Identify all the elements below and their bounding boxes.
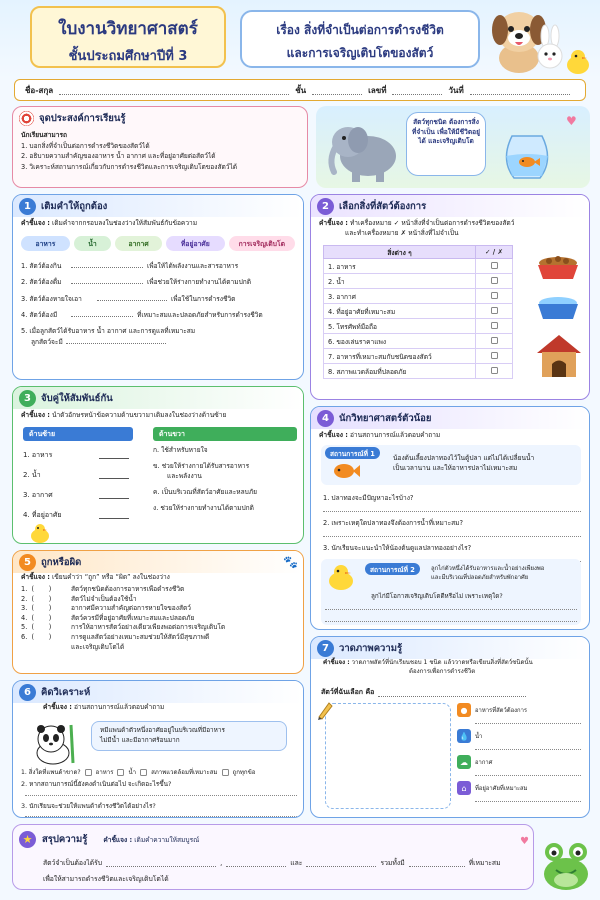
need-item xyxy=(457,729,583,755)
true-false-statement: อากาศมีความสำคัญต่อการหายใจของสัตว์ xyxy=(71,604,191,613)
fill-item-pre: 4. สัตว์ต้องมี xyxy=(21,311,58,320)
section-5-instruction xyxy=(13,573,303,583)
answer-line[interactable] xyxy=(325,613,577,622)
need-label: น้ำ xyxy=(475,734,483,740)
scenario-2-text xyxy=(431,565,544,583)
goldfish-icon xyxy=(331,461,361,481)
table-cell-item: 3. อากาศ xyxy=(324,289,476,304)
true-false-statement: การให้อาหารสัตว์อย่างเดียวเพียงพอต่อการเจริญเติบโต xyxy=(71,623,226,632)
section-title: คิดวิเคราะห์ xyxy=(41,686,91,698)
table-col-check: ✓ / ✗ xyxy=(476,246,513,259)
match-left-item xyxy=(23,445,143,465)
instr-label: คำชี้แจง : xyxy=(21,219,50,227)
drawing-area[interactable] xyxy=(325,703,451,809)
true-false-blank[interactable]: 5. ( ) xyxy=(21,623,52,632)
summary-text: สัตว์จำเป็นต้องได้รับ xyxy=(43,859,103,867)
need-label: ที่อยู่อาศัยที่เหมาะสม xyxy=(475,786,528,792)
answer-line[interactable] xyxy=(25,787,297,796)
scenario-line: เป็นเวลานาน และให้อาหารปลาไม่เหมาะสม xyxy=(393,464,518,473)
table-row xyxy=(324,304,513,319)
true-false-item xyxy=(13,604,303,614)
word-pill: น้ำ xyxy=(74,236,111,251)
answer-line[interactable] xyxy=(323,528,581,537)
answer-checkbox[interactable] xyxy=(491,367,498,374)
section-1-header xyxy=(13,195,303,217)
instr-label: คำชี้แจง : xyxy=(323,659,350,666)
chick-icon xyxy=(564,48,592,76)
summary-instruction xyxy=(103,834,199,845)
section-number: 2 xyxy=(317,198,334,215)
section-title: นักวิทยาศาสตร์ตัวน้อย xyxy=(339,412,432,424)
bubble-line: หมีแพนด้าตัวหนึ่งอาศัยอยู่ในบริเวณที่มีอาหาร xyxy=(100,726,225,734)
grade-label: ชั้นประถมศึกษาปีที่ 3 xyxy=(68,49,188,64)
star-icon: ★ xyxy=(19,831,36,848)
answer-checkbox[interactable] xyxy=(491,292,498,299)
summary-blank[interactable] xyxy=(409,859,465,867)
fill-item-pre: 1. สัตว์ต้องกิน xyxy=(21,261,62,270)
class-field[interactable] xyxy=(312,86,362,95)
objectives-card xyxy=(12,106,308,188)
word-bank xyxy=(21,236,295,251)
summary-blank[interactable] xyxy=(306,859,376,867)
section-title: จับคู่ให้สัมพันธ์กัน xyxy=(41,392,113,404)
name-field[interactable] xyxy=(59,86,289,95)
objective-item: 3. วิเคราะห์สถานการณ์เกี่ยวกับการดำรงชีวิตและการเจริญเติบโตของสัตว์ได้ xyxy=(21,162,238,171)
instr-label: คำชี้แจง : xyxy=(319,431,348,439)
chick-icon xyxy=(325,563,357,591)
number-label: เลขที่ xyxy=(368,85,387,95)
table-cell-item: 2. น้ำ xyxy=(324,274,476,289)
need-label: อาหารที่สัตว์ต้องการ xyxy=(475,708,528,714)
scenario-1-label: สถานการณ์ที่ 1 xyxy=(325,447,380,459)
needs-table xyxy=(323,245,513,379)
elephant-icon xyxy=(324,112,404,184)
instr-text: นำตัวอักษรหน้าข้อความด้านขวามาเติมลงในช่องว่างด้านซ้าย xyxy=(49,411,227,419)
true-false-item xyxy=(13,623,303,633)
answer-blank[interactable] xyxy=(66,337,166,344)
left-column-head: ด้านซ้าย xyxy=(23,427,133,441)
instr-label: คำชี้แจง : xyxy=(319,219,348,227)
objectives-intro: นักเรียนสามารถ xyxy=(21,131,67,139)
section-number: 7 xyxy=(317,640,334,657)
scenario-2-label: สถานการณ์ที่ 2 xyxy=(365,563,420,575)
chosen-animal-row xyxy=(321,687,526,698)
table-cell-check xyxy=(476,289,513,304)
section-title: เติมคำให้ถูกต้อง xyxy=(41,200,108,212)
section-3-card xyxy=(12,386,304,544)
student-info-bar xyxy=(14,79,586,101)
word-pill: ที่อยู่อาศัย xyxy=(166,236,225,251)
left-column xyxy=(23,445,143,525)
true-false-item xyxy=(13,613,303,623)
scenario-1-text xyxy=(393,453,534,473)
scenario-1-questions xyxy=(323,489,581,562)
table-cell-check xyxy=(476,304,513,319)
class-label: ชั้น xyxy=(295,85,307,95)
panda-icon xyxy=(27,721,79,765)
objectives-header xyxy=(13,107,307,129)
true-false-blank[interactable]: 3. ( ) xyxy=(21,604,52,613)
summary-header xyxy=(19,831,199,848)
elephant-speech-bubble xyxy=(406,112,486,176)
chosen-animal-field[interactable] xyxy=(378,689,526,697)
water-bowl-icon xyxy=(535,293,581,323)
elephant-bubble-text: สัตว์ทุกชนิด ต้องการสิ่งที่จำเป็น เพื่อให้มีชีวิตอยู่ได้ และเจริญเติบโต xyxy=(412,118,480,146)
summary-comma: , xyxy=(220,858,223,867)
match-right-item: ก. ใช้สำหรับหายใจ xyxy=(153,446,208,454)
section-number: 6 xyxy=(19,684,36,701)
section-6-card xyxy=(12,680,304,818)
section-number: 4 xyxy=(317,410,334,427)
table-cell-check xyxy=(476,319,513,334)
fill-item: 5. เมื่อลูกสัตว์ได้รับอาหาร น้ำ อากาศ และการดูแลที่เหมาะสม xyxy=(21,326,196,335)
table-cell-check xyxy=(476,334,513,349)
answer-line[interactable] xyxy=(325,601,577,610)
true-false-statement: การดูแลสัตว์อย่างเหมาะสมช่วยให้สัตว์มีสุขภาพดี xyxy=(71,632,210,641)
section-3-instruction xyxy=(13,411,303,421)
instr-text: อ่านสถานการณ์แล้วตอบคำถาม xyxy=(347,431,441,439)
summary-text: ที่เหมาะสม xyxy=(468,859,501,867)
house-icon: ⌂ xyxy=(457,781,471,795)
title-box xyxy=(30,6,226,68)
match-right-item: ข. ช่วยให้ร่างกายได้รับสารอาหาร xyxy=(153,462,250,470)
section-4-header xyxy=(311,407,589,429)
section-title: ถูกหรือผิด xyxy=(41,556,82,568)
section-number: 5 xyxy=(19,554,36,571)
instr-label: คำชี้แจง : xyxy=(21,573,50,581)
fill-item-post: เพื่อใช้ในการดำรงชีวิต xyxy=(171,294,236,303)
section-title: วาดภาพความรู้ xyxy=(339,642,403,654)
summary-text: รวมทั้งมี xyxy=(380,859,405,867)
table-cell-check xyxy=(476,259,513,274)
table-row xyxy=(324,349,513,364)
summary-blank[interactable] xyxy=(226,859,286,867)
true-false-list xyxy=(13,585,303,642)
section-1-instruction xyxy=(13,219,303,229)
match-blank[interactable] xyxy=(99,452,129,459)
summary-card xyxy=(12,824,534,890)
doghouse-icon xyxy=(533,331,585,381)
food-bowl-icon: ● xyxy=(457,703,471,717)
summary-text: และ xyxy=(290,859,303,867)
true-false-blank[interactable]: 4. ( ) xyxy=(21,613,52,622)
heart-icon: ♥ xyxy=(520,836,529,847)
table-row xyxy=(324,334,513,349)
table-cell-check xyxy=(476,274,513,289)
table-cell-check xyxy=(476,364,513,379)
match-right-item: ค. เป็นบริเวณที่สัตว์อาศัยและหลบภัย xyxy=(153,488,258,497)
objectives-title: จุดประสงค์การเรียนรู้ xyxy=(39,112,126,124)
answer-blank[interactable] xyxy=(71,310,133,317)
objective-item: 2. อธิบายความสำคัญของอาหาร น้ำ อากาศ และที่อยู่อาศัยต่อสัตว์ได้ xyxy=(21,152,216,161)
answer-checkbox[interactable] xyxy=(491,262,498,269)
pencil-icon xyxy=(315,699,333,721)
match-left-label: 1. อาหาร xyxy=(23,450,53,459)
answer-blank[interactable] xyxy=(71,261,143,268)
section-2-card xyxy=(310,194,590,400)
scenario-line: ลูกไก่ตัวหนึ่งได้รับอาหารและน้ำอย่างเพียงพอ xyxy=(431,566,545,572)
fill-item-pre: 2. สัตว์ต้องดื่ม xyxy=(21,278,62,287)
answer-checkbox[interactable] xyxy=(491,307,498,314)
fill-item-post: ที่เหมาะสมและปลอดภัยสำหรับการดำรงชีวิต xyxy=(137,311,263,320)
instr-label: คำชี้แจง : xyxy=(103,836,133,844)
section-6-instruction xyxy=(13,703,303,713)
section-3-header xyxy=(13,387,303,409)
right-column-head: ด้านขวา xyxy=(153,427,297,441)
table-header xyxy=(324,246,513,259)
date-label: วันที่ xyxy=(448,85,464,95)
section-4-card xyxy=(310,406,590,630)
section-title: เลือกสิ่งที่สัตว์ต้องการ xyxy=(339,200,427,212)
name-label: ชื่อ-สกุล xyxy=(25,85,54,95)
section-5-header xyxy=(13,551,303,573)
heart-icon: ♥ xyxy=(566,114,577,128)
fishbowl-icon xyxy=(502,126,552,182)
fill-item-post: เพื่อให้ได้พลังงานและสารอาหาร xyxy=(147,261,239,270)
answer-blank[interactable] xyxy=(71,277,143,284)
word-pill: การเจริญเติบโต xyxy=(229,236,295,251)
true-false-statement: สัตว์ไม่จำเป็นต้องใช้น้ำ xyxy=(71,594,137,603)
match-left-label: 2. น้ำ xyxy=(23,470,41,479)
question: 2. เพราะเหตุใดปลาทองจึงต้องการน้ำที่เหมาะสม? xyxy=(323,519,464,527)
true-false-blank[interactable]: 2. ( ) xyxy=(21,594,52,603)
true-false-blank[interactable]: 1. ( ) xyxy=(21,585,52,594)
fill-item xyxy=(13,257,303,272)
fill-item-pre: 3. สัตว์ต้องหายใจเอา xyxy=(21,294,82,303)
section-7-instruction-2: ต้องการเพื่อการดำรงชีวิต xyxy=(409,667,476,675)
answer-checkbox[interactable] xyxy=(491,277,498,284)
scenario-2-question: ลูกไก่มีโอกาสเจริญเติบโตดีหรือไม่ เพราะเหตุใด? xyxy=(371,593,503,600)
true-false-item xyxy=(13,632,303,642)
question: 1. สิ่งใดที่แพนด้าขาด? xyxy=(21,769,81,776)
instr-text: ทำเครื่องหมาย ✓ หน้าสิ่งที่จำเป็นต่อการดำรงชีวิตของสัตว์ xyxy=(347,219,515,227)
table-cell-item: 1. อาหาร xyxy=(324,259,476,274)
section-6-header xyxy=(13,681,303,703)
section-2-instruction xyxy=(311,219,589,229)
option-label: อาหาร xyxy=(95,769,114,776)
option-checkbox[interactable] xyxy=(117,769,124,776)
need-item xyxy=(457,781,583,807)
match-blank[interactable] xyxy=(99,492,129,499)
bubble-line: ไม่มีน้ำ และมีอากาศร้อนมาก xyxy=(100,735,180,744)
right-column xyxy=(153,445,301,513)
instr-text: เติมคำจากกรอบลงในช่องว่างให้สัมพันธ์กับข้อความ xyxy=(49,219,198,227)
frog-icon xyxy=(538,834,594,892)
instr-label: คำชี้แจง : xyxy=(43,703,72,711)
answer-line[interactable] xyxy=(323,503,581,512)
section-5-card xyxy=(12,550,304,674)
answer-line[interactable] xyxy=(475,796,581,802)
table-col-item: สิ่งต่าง ๆ xyxy=(324,246,476,259)
summary-title: สรุปความรู้ xyxy=(42,834,88,845)
match-right-item: และพลังงาน xyxy=(167,472,202,481)
question-1-row xyxy=(21,767,255,777)
answer-blank[interactable] xyxy=(97,294,167,301)
bunny-icon xyxy=(534,24,566,74)
option-label: ถูกทุกข้อ xyxy=(232,769,256,776)
topic-line2: และการเจริญเติบโตของสัตว์ xyxy=(286,46,434,60)
match-left-item xyxy=(23,485,143,505)
header-banner xyxy=(0,0,600,78)
summary-line-1 xyxy=(43,857,501,868)
answer-checkbox[interactable] xyxy=(491,352,498,359)
table-cell-check xyxy=(476,349,513,364)
section-number: 1 xyxy=(19,198,36,215)
table-row xyxy=(324,274,513,289)
panda-speech-bubble xyxy=(91,721,287,751)
need-item xyxy=(457,703,583,729)
match-left-label: 4. ที่อยู่อาศัย xyxy=(23,510,62,519)
instr-text: วาดภาพสัตว์ที่นักเรียนชอบ 1 ชนิด แล้ววาดหรือเขียนสิ่งที่สัตว์ชนิดนั้น xyxy=(349,659,533,666)
word-pill: อาหาร xyxy=(21,236,70,251)
number-field[interactable] xyxy=(392,86,442,95)
need-item xyxy=(457,755,583,781)
date-field[interactable] xyxy=(470,86,570,95)
scenario-line: น้องต้นเลี้ยงปลาทองไว้ในตู้ปลา แต่ไม่ได้เปลี่ยนน้ำ xyxy=(393,454,535,462)
fill-item xyxy=(13,336,303,348)
table-row xyxy=(324,364,513,379)
match-left-item xyxy=(23,505,143,525)
true-false-statement: สัตว์ควรมีที่อยู่อาศัยที่เหมาะสมและปลอดภัย xyxy=(71,613,195,622)
section-7-header xyxy=(311,637,589,659)
word-pill: อากาศ xyxy=(115,236,162,251)
instr-text: เขียนคำว่า “ถูก” หรือ “ผิด” ลงในช่องว่าง xyxy=(49,573,170,581)
question: 3. นักเรียนจะแนะนำให้น้องต้นดูแลปลาทองอย่างไร? xyxy=(323,544,472,552)
table-cell-item: 7. อาหารที่เหมาะสมกับชนิดของสัตว์ xyxy=(324,349,476,364)
option-label: น้ำ xyxy=(128,769,137,776)
table-cell-item: 4. ที่อยู่อาศัยที่เหมาะสม xyxy=(324,304,476,319)
chosen-animal-label: สัตว์ที่ฉันเลือก คือ xyxy=(321,688,375,696)
question: 1. ปลาทองจะมีปัญหาอะไรบ้าง? xyxy=(323,494,414,502)
scenario-line: และมีบริเวณที่ปลอดภัยสำหรับพักอาศัย xyxy=(431,574,529,581)
pet-food-bowl-icon xyxy=(535,251,581,285)
needs-list xyxy=(457,703,583,807)
answer-line[interactable] xyxy=(475,770,581,776)
section-2-header xyxy=(311,195,589,217)
summary-blank[interactable] xyxy=(106,859,216,867)
option-checkbox[interactable] xyxy=(85,769,92,776)
table-row xyxy=(324,319,513,334)
fill-item xyxy=(13,304,303,321)
table-row xyxy=(324,289,513,304)
instr-label: คำชี้แจง : xyxy=(21,411,50,419)
topic-box xyxy=(240,10,480,68)
chick-icon xyxy=(29,523,51,543)
true-false-item xyxy=(13,594,303,604)
option-label: สภาพแวดล้อมที่เหมาะสม xyxy=(151,769,218,776)
question: 2. หากสถานการณ์นี้ยังคงดำเนินต่อไป จะเกิดอะไรขึ้น? xyxy=(21,780,172,788)
option-checkbox[interactable] xyxy=(140,769,147,776)
instr-text: อ่านสถานการณ์แล้วตอบคำถาม xyxy=(71,703,165,711)
section-1-card xyxy=(12,194,304,380)
true-false-item xyxy=(13,585,303,595)
paw-icon: 🐾 xyxy=(283,555,298,569)
fill-item xyxy=(13,288,303,305)
target-icon xyxy=(19,111,34,126)
table-cell-item: 5. โทรศัพท์มือถือ xyxy=(324,319,476,334)
water-drop-icon: 💧 xyxy=(457,729,471,743)
answer-line[interactable] xyxy=(475,718,581,724)
match-right-item: ง. ช่วยให้ร่างกายทำงานได้ตามปกติ xyxy=(153,504,254,513)
option-checkbox[interactable] xyxy=(222,769,229,776)
instr-text: เติมคำความให้สมบูรณ์ xyxy=(132,836,200,844)
section-4-instruction xyxy=(311,431,589,441)
air-icon: ☁ xyxy=(457,755,471,769)
match-blank[interactable] xyxy=(99,512,129,519)
section-number: 3 xyxy=(19,390,36,407)
topic-line1: เรื่อง สิ่งที่จำเป็นต่อการดำรงชีวิต xyxy=(276,23,444,37)
match-left-label: 3. อากาศ xyxy=(23,490,53,499)
section-2-instruction-2: และทำเครื่องหมาย ✗ หน้าสิ่งที่ไม่จำเป็น xyxy=(345,228,459,237)
fill-item xyxy=(13,271,303,288)
question: 3. นักเรียนจะช่วยให้แพนด้าดำรงชีวิตได้อย่างไร? xyxy=(21,802,156,810)
section-7-card xyxy=(310,636,590,818)
table-row xyxy=(324,259,513,274)
objective-item: 1. บอกสิ่งที่จำเป็นต่อการดำรงชีวิตของสัตว์ได้ xyxy=(21,141,150,150)
worksheet-title: ใบงานวิทยาศาสตร์ xyxy=(58,19,198,39)
true-false-blank[interactable]: 6. ( ) xyxy=(21,632,52,641)
true-false-item-cont: และเจริญเติบโตได้ xyxy=(71,642,125,651)
elephant-scene xyxy=(316,106,590,188)
true-false-statement: สัตว์ทุกชนิดต้องการอาหารเพื่อดำรงชีวิต xyxy=(71,585,185,594)
summary-line-2: เพื่อให้สามารถดำรงชีวิตและเจริญเติบโตได้ xyxy=(43,875,169,883)
table-cell-item: 8. สภาพแวดล้อมที่ปลอดภัย xyxy=(324,364,476,379)
fill-item-pre: ลูกสัตว์จะมี xyxy=(31,338,63,347)
answer-line[interactable] xyxy=(475,744,581,750)
answer-line[interactable] xyxy=(25,808,297,817)
section-7-instruction xyxy=(311,659,589,668)
match-blank[interactable] xyxy=(99,472,129,479)
match-left-item xyxy=(23,465,143,485)
answer-checkbox[interactable] xyxy=(491,337,498,344)
table-cell-item: 6. ของเล่นราคาแพง xyxy=(324,334,476,349)
answer-checkbox[interactable] xyxy=(491,322,498,329)
need-label: อากาศ xyxy=(475,760,493,766)
fill-item-post: เพื่อช่วยให้ร่างกายทำงานได้ตามปกติ xyxy=(147,278,252,287)
